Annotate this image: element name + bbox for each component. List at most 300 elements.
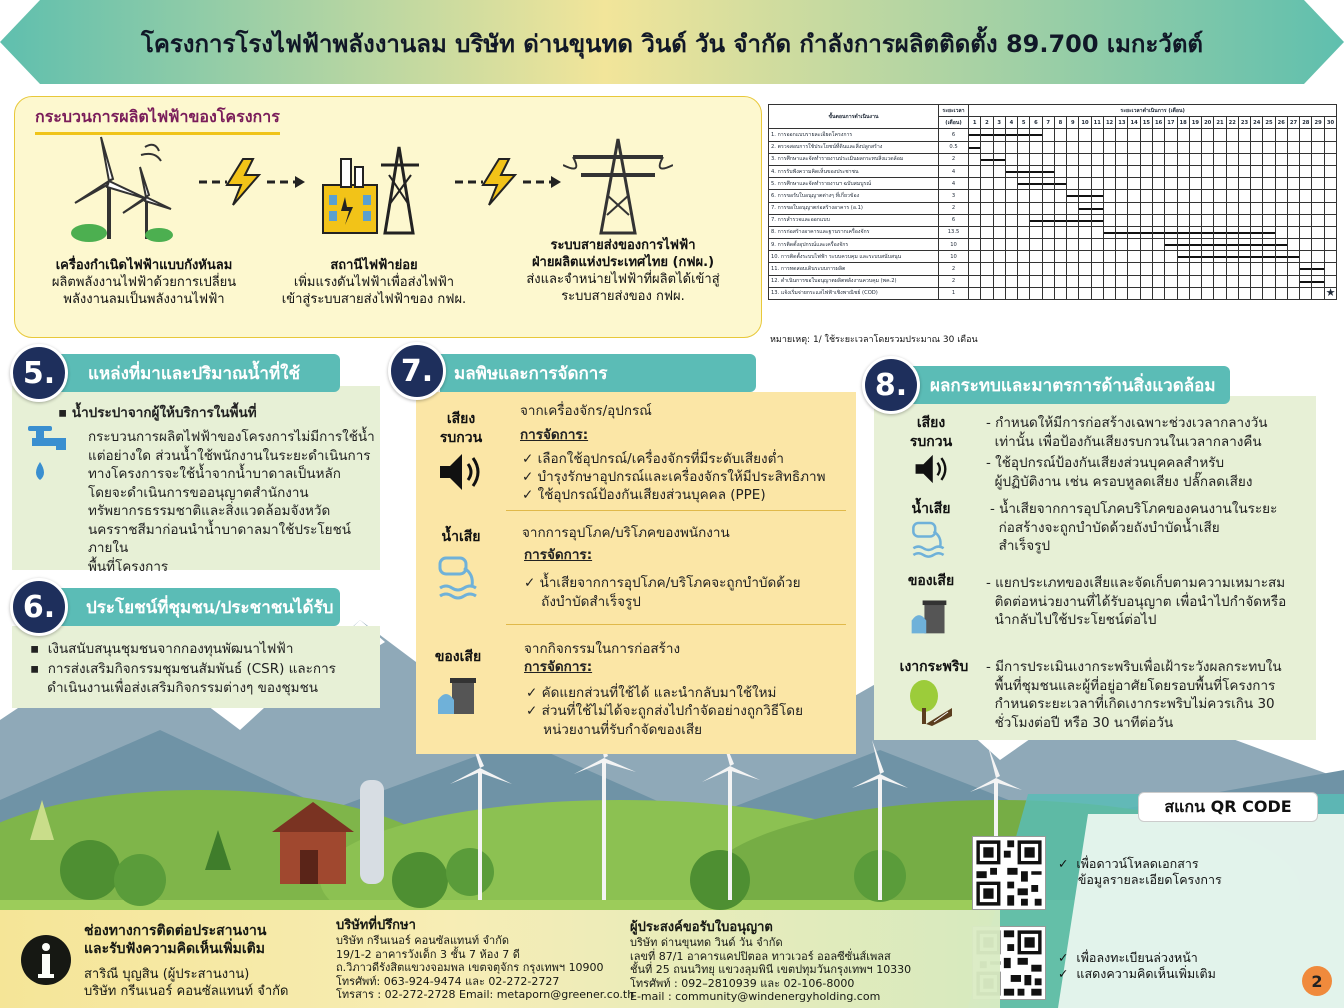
gantt-cell [1103,251,1115,263]
section-6-number: 6. [10,578,68,636]
gantt-cell [1300,239,1312,251]
step-title: เครื่องกำเนิดไฟฟ้าแบบกังหันลม [55,258,233,273]
gantt-cell [1054,153,1066,165]
schedule-row [769,263,1337,275]
activity-name: 7. การสำรวจและออกแบบ [769,214,939,226]
activity-duration: 10 [939,239,969,251]
water-usage-text: กระบวนการผลิตไฟฟ้าของโครงการไม่มีการใช้น้ำ แต่อย่างใด ส่วนน้ำใช้พนักงานในระยะดำเนินการ ทางโครงการจะใช้น้ำจากน้ำบาดาลเป็นหลัก โดยจะดำเนินการขออนุญาตสำนักงาน ทรัพยากรธรรมชาติและสิ่งแวดล้อมจังหวัด นครราชสีมาก่อนนำน้ำบาดาลมาใช้ประโยชน์ภายใน พื้นที่โครงการ [88,429,375,575]
gantt-cell [969,165,981,177]
gantt-cell [1214,129,1226,141]
gantt-cell [1287,226,1299,238]
gantt-cell [1103,153,1115,165]
gantt-cell [1263,214,1275,226]
gantt-cell [1042,275,1054,287]
gantt-cell [993,141,1005,153]
gantt-cell [1128,263,1140,275]
gantt-cell [1214,165,1226,177]
production-process-panel [14,96,762,338]
activity-duration: 2 [939,263,969,275]
noise-measure: ✓ บำรุงรักษาอุปกรณ์และเครื่องจักรให้มีประสิทธิภาพ [522,469,826,485]
gantt-cell [1030,190,1042,202]
activity-duration: 10 [939,251,969,263]
gantt-cell [1300,251,1312,263]
wastewater-pipe-icon [910,518,952,560]
noise-manage-label: การจัดการ: [520,427,589,443]
gantt-cell [1067,129,1079,141]
waste-measure: ✓ คัดแยกส่วนที่ใช้ได้ และนำกลับมาใช้ใหม่ [526,685,777,701]
gantt-cell [1116,141,1128,153]
gantt-cell [1140,287,1152,299]
activity-duration: 2 [939,202,969,214]
gantt-cell [1263,178,1275,190]
gantt-cell [1079,202,1091,214]
gantt-cell [1275,214,1287,226]
gantt-cell [1030,153,1042,165]
gantt-cell [1018,251,1030,263]
gantt-cell [1287,165,1299,177]
gantt-cell [1116,275,1128,287]
gantt-cell [1152,129,1164,141]
gantt-cell [1189,178,1201,190]
gantt-cell [1018,239,1030,251]
gantt-cell [1300,141,1312,153]
gantt-cell [1300,214,1312,226]
month-header: 12 [1103,117,1115,129]
noise-source: จากเครื่องจักร/อุปกรณ์ [520,403,652,419]
gantt-cell [1140,263,1152,275]
title-banner [0,0,1344,84]
gantt-cell [1202,190,1214,202]
gantt-cell [1300,263,1312,275]
gantt-cell [1018,129,1030,141]
gantt-cell [1091,178,1103,190]
gantt-cell [1214,251,1226,263]
gantt-cell [1054,275,1066,287]
gantt-cell [1042,165,1054,177]
gantt-cell [1042,251,1054,263]
gantt-cell [1128,251,1140,263]
gantt-cell [1189,202,1201,214]
gantt-cell [1324,251,1337,263]
gantt-cell [1177,275,1189,287]
gantt-cell [1030,141,1042,153]
step-title-2: ฝ่ายผลิตแห่งประเทศไทย (กฟผ.) [531,255,715,270]
gantt-cell [1018,178,1030,190]
gantt-cell [1312,263,1324,275]
gantt-cell [1165,263,1177,275]
contact-person: สาริณี บุญสิน (ผู้ประสานงาน) บริษัท กรีนเนอร์ คอนซัลแทนท์ จำกัด [84,967,289,999]
gantt-cell [969,275,981,287]
section-7-header: มลพิษและการจัดการ [440,354,756,392]
gantt-cell [1018,153,1030,165]
gantt-cell [981,275,993,287]
gantt-cell [1177,190,1189,202]
gantt-cell [1238,275,1250,287]
gantt-cell [1067,263,1079,275]
gantt-cell [1202,141,1214,153]
schedule-row [769,165,1337,177]
qr-code-download[interactable] [972,836,1046,910]
gantt-cell [1128,165,1140,177]
gantt-cell [1079,287,1091,299]
gantt-cell [1287,178,1299,190]
gantt-cell [1116,202,1128,214]
schedule-row [769,190,1337,202]
gantt-cell [1091,226,1103,238]
gantt-cell [1165,153,1177,165]
noise-measure: ✓ ใช้อุปกรณ์ป้องกันเสียงส่วนบุคคล (PPE) [522,487,766,503]
gantt-cell [1152,178,1164,190]
gantt-cell [1116,263,1128,275]
gantt-cell [1140,141,1152,153]
schedule-row [769,178,1337,190]
step-title: สถานีไฟฟ้าย่อย [330,258,418,273]
gantt-cell [1275,287,1287,299]
gantt-cell [1140,153,1152,165]
gantt-cell [1005,239,1017,251]
gantt-cell [1300,287,1312,299]
scan-qr-label: สแกน QR CODE [1138,792,1318,822]
month-header: 1 [969,117,981,129]
gantt-cell [1275,141,1287,153]
activity-name: 1. การออกแบบรายละเอียดโครงการ [769,129,939,141]
gantt-cell [993,251,1005,263]
gantt-cell [1202,239,1214,251]
gantt-cell [1140,202,1152,214]
gantt-cell [1030,178,1042,190]
gantt-cell [1165,251,1177,263]
gantt-cell [1018,165,1030,177]
gantt-cell [1030,275,1042,287]
gantt-cell [1263,251,1275,263]
schedule-row [769,153,1337,165]
gantt-cell [1103,202,1115,214]
activity-name: 11. การทดสอบเดินระบบการผลิต [769,263,939,275]
gantt-cell [1214,178,1226,190]
gantt-cell [1238,226,1250,238]
gantt-cell [1103,275,1115,287]
gantt-cell [1152,153,1164,165]
gantt-cell [1128,153,1140,165]
gantt-cell [1287,239,1299,251]
wastewater-label: น้ำเสีย [441,529,481,545]
gantt-cell [1042,141,1054,153]
gantt-cell [1152,251,1164,263]
gantt-cell [1091,239,1103,251]
step-title: ระบบสายส่งของการไฟฟ้า [550,238,696,253]
gantt-cell [1128,178,1140,190]
gantt-cell [1275,226,1287,238]
gantt-cell [1152,165,1164,177]
gantt-cell [1189,165,1201,177]
gantt-cell [1238,141,1250,153]
gantt-cell [1042,190,1054,202]
gantt-cell [1116,226,1128,238]
gantt-cell [1287,190,1299,202]
gantt-cell [1202,202,1214,214]
water-source-bullet: ▪ น้ำประปาจากผู้ให้บริการในพื้นที่ [58,405,257,421]
month-header: 11 [1091,117,1103,129]
section-7-panel [416,392,856,754]
transmission-tower-icon [563,135,673,235]
gantt-cell [1275,275,1287,287]
gantt-cell [1116,129,1128,141]
gantt-cell [1018,190,1030,202]
gantt-cell [1165,190,1177,202]
gantt-cell [1103,263,1115,275]
activity-name: 6. การขอรับใบอนุญาตต่างๆ ที่เกี่ยวข้อง [769,190,939,202]
gantt-cell [1005,153,1017,165]
gantt-cell [1251,263,1263,275]
col-duration: ระยะเวลา [939,105,969,117]
gantt-cell [1287,275,1299,287]
gantt-cell [1324,153,1337,165]
gantt-cell [1312,153,1324,165]
gantt-cell [1165,287,1177,299]
section-8-header: ผลกระทบและมาตรการด้านสิ่งแวดล้อม [912,366,1230,404]
gantt-cell [1189,129,1201,141]
gantt-cell [1091,214,1103,226]
gantt-cell [1238,251,1250,263]
gantt-cell [1324,263,1337,275]
gantt-cell [981,251,993,263]
gantt-cell [1251,251,1263,263]
waste-label: ของเสีย [907,573,955,589]
consultant-info: บริษัทที่ปรึกษา บริษัท กรีนเนอร์ คอนซัลแทนท์ จำกัด 19/1-2 อาคารวังเด็ก 3 ชั้น 7 ห้อง 7 ดี ถ.วิภาวดีรังสิตแขวงจอมพล เขตจตุจักร กรุงเทพฯ 10900 โทรศัพท์: 063-924-9474 และ 02-272-2727 โทรสาร : 02-272-2728 Email: metaporn@greener.co.th [336,918,635,1002]
section-5-panel [12,386,380,575]
schedule-row [769,239,1337,251]
gantt-cell [1165,202,1177,214]
gantt-cell [969,129,981,141]
gantt-cell [1312,226,1324,238]
gantt-cell [1116,153,1128,165]
col-period: ระยะเวลาดำเนินการ (เดือน) [969,105,1337,117]
gantt-cell [969,190,981,202]
month-header: 9 [1067,117,1079,129]
gantt-cell [1140,214,1152,226]
gantt-cell [1251,141,1263,153]
gantt-cell [1018,214,1030,226]
gantt-cell [1202,275,1214,287]
gantt-cell [1005,165,1017,177]
gantt-cell [1189,263,1201,275]
gantt-cell [1287,251,1299,263]
activity-duration: 13.5 [939,226,969,238]
trash-bin-icon [434,672,480,718]
gantt-cell [1202,129,1214,141]
gantt-cell [1030,263,1042,275]
qr-register-text: ✓ เพื่อลงทะเบียนล่วงหน้า ✓ แสดงความคิดเห็นเพิ่มเติม [1058,950,1216,981]
noise-label: เสียง รบกวน [439,411,483,446]
gantt-cell [993,153,1005,165]
gantt-cell [1103,214,1115,226]
gantt-cell [1238,153,1250,165]
gantt-cell [1263,287,1275,299]
gantt-cell [1128,214,1140,226]
gantt-cell [1005,214,1017,226]
gantt-cell [1214,202,1226,214]
waste-label: ของเสีย [434,649,482,665]
gantt-cell [1128,141,1140,153]
gantt-cell [1251,153,1263,165]
activity-name: 13. แจ้งเริ่มจ่ายกระแสไฟฟ้าเชิงพาณิชย์ (COD) [769,287,939,299]
gantt-cell [1287,153,1299,165]
gantt-cell [1324,202,1337,214]
gantt-cell [1226,178,1238,190]
activity-duration: 4 [939,165,969,177]
schedule-row [769,202,1337,214]
gantt-cell [981,129,993,141]
gantt-cell [1226,129,1238,141]
waste-measure: ✓ ส่วนที่ใช้ไม่ได้จะถูกส่งไปกำจัดอย่างถูกวิธีโดย หน่วยงานที่รับกำจัดของเสีย [526,703,803,738]
gantt-cell [1312,178,1324,190]
gantt-cell [1300,275,1312,287]
process-title: กระบวนการผลิตไฟฟ้าของโครงการ [35,105,280,135]
gantt-cell [1275,239,1287,251]
gantt-cell [1091,129,1103,141]
gantt-cell [1251,129,1263,141]
gantt-cell [1091,190,1103,202]
gantt-cell [1189,153,1201,165]
month-header: 24 [1251,117,1263,129]
gantt-cell [1202,251,1214,263]
qr-download-text: ✓ เพื่อดาวน์โหลดเอกสาร ข้อมูลรายละเอียดโครงการ [1058,856,1222,887]
schedule-row [769,214,1337,226]
gantt-cell [1103,239,1115,251]
contact-bar [0,910,1000,1008]
gantt-cell [1030,202,1042,214]
gantt-cell [1202,214,1214,226]
gantt-cell [969,153,981,165]
gantt-cell [1251,202,1263,214]
schedule-row [769,226,1337,238]
gantt-cell [993,239,1005,251]
gantt-cell [1005,226,1017,238]
gantt-cell [1140,178,1152,190]
activity-name: 9. การติดตั้งอุปกรณ์และเครื่องจักร [769,239,939,251]
gantt-cell [1251,165,1263,177]
gantt-cell [1300,226,1312,238]
gantt-cell [1214,226,1226,238]
gantt-cell [1079,141,1091,153]
gantt-cell [1067,287,1079,299]
gantt-cell [1067,190,1079,202]
month-header: 23 [1238,117,1250,129]
gantt-cell [1226,190,1238,202]
gantt-cell [1005,275,1017,287]
gantt-cell [1165,178,1177,190]
activity-duration: 2 [939,275,969,287]
wastewater-source: จากการอุปโภค/บริโภคของพนักงาน [522,525,730,541]
applicant-info: ผู้ประสงค์ขอรับใบอนุญาต บริษัท ด่านขุนทด วินด์ วัน จำกัด เลขที่ 87/1 อาคารแคปปิตอล ทาวเวอร์ ออลซีซั่นส์เพลส ชั้นที่ 25 ถนนวิทยุ แขวงลุมพินี เขตปทุมวันกรุงเทพฯ 10330 โทรศัพท์ : 092–2810939 และ 02-106-8000 E-mail : community@windenergyholding.com [630,920,912,1004]
gantt-cell [1005,141,1017,153]
gantt-cell [993,275,1005,287]
month-header: 22 [1226,117,1238,129]
noise-measure: ✓ เลือกใช้อุปกรณ์/เครื่องจักรที่มีระดับเสียงต่ำ [522,451,784,467]
gantt-cell [1152,226,1164,238]
gantt-cell [1202,263,1214,275]
gantt-cell [981,263,993,275]
gantt-cell [1067,202,1079,214]
gantt-cell [1054,251,1066,263]
month-header: 28 [1300,117,1312,129]
gantt-cell [1103,178,1115,190]
gantt-cell [1128,190,1140,202]
schedule-row [769,129,1337,141]
gantt-cell [993,165,1005,177]
gantt-cell [1226,239,1238,251]
gantt-cell [1251,226,1263,238]
gantt-cell [1263,190,1275,202]
benefit-item: ▪ การส่งเสริมกิจกรรมชุมชนสัมพันธ์ (CSR) และการ ดำเนินงานเพื่อส่งเสริมกิจกรรมต่างๆ ของชุมชน [30,661,336,696]
gantt-cell [1189,251,1201,263]
trash-bin-icon [908,594,950,638]
gantt-cell [993,190,1005,202]
gantt-cell [1152,141,1164,153]
month-header: 25 [1263,117,1275,129]
gantt-cell [1165,214,1177,226]
gantt-cell [1079,239,1091,251]
gantt-cell [1079,226,1091,238]
gantt-cell [1067,153,1079,165]
activity-duration: 2 [939,153,969,165]
gantt-cell [1018,202,1030,214]
gantt-cell [1287,129,1299,141]
gantt-cell [1165,226,1177,238]
gantt-cell [993,214,1005,226]
month-header: 27 [1287,117,1299,129]
activity-duration: 1 [939,287,969,299]
gantt-cell [1103,287,1115,299]
gantt-cell [1042,214,1054,226]
gantt-cell [1300,129,1312,141]
gantt-cell [1042,239,1054,251]
gantt-cell [981,287,993,299]
gantt-cell [1091,263,1103,275]
gantt-cell [1214,275,1226,287]
gantt-cell [1177,287,1189,299]
gantt-cell [1054,190,1066,202]
gantt-cell [1030,251,1042,263]
speaker-icon [914,452,950,486]
gantt-cell [1128,129,1140,141]
gantt-cell [993,287,1005,299]
activity-name: 3. การศึกษาและจัดทำรายงานประเมินผลกระทบสิ่งแวดล้อม [769,153,939,165]
gantt-cell [1324,214,1337,226]
gantt-cell [1238,287,1250,299]
gantt-cell [1054,287,1066,299]
activity-name: 2. ตรวจสอบการใช้ประโยชน์ที่ดินและสิ่งปลูกสร้าง [769,141,939,153]
gantt-cell [1324,165,1337,177]
gantt-cell [1177,141,1189,153]
gantt-cell [1116,214,1128,226]
gantt-cell [1300,165,1312,177]
gantt-cell [1042,153,1054,165]
gantt-cell [1202,226,1214,238]
gantt-cell [1140,190,1152,202]
gantt-cell [1054,202,1066,214]
section-7-number: 7. [388,342,446,400]
gantt-cell [1128,239,1140,251]
gantt-cell [1177,251,1189,263]
gantt-cell [1005,251,1017,263]
gantt-cell [1067,275,1079,287]
gantt-cell [1140,275,1152,287]
gantt-cell [1287,214,1299,226]
wastewater-pipe-icon [436,552,486,602]
month-header: 17 [1165,117,1177,129]
gantt-cell [1189,141,1201,153]
